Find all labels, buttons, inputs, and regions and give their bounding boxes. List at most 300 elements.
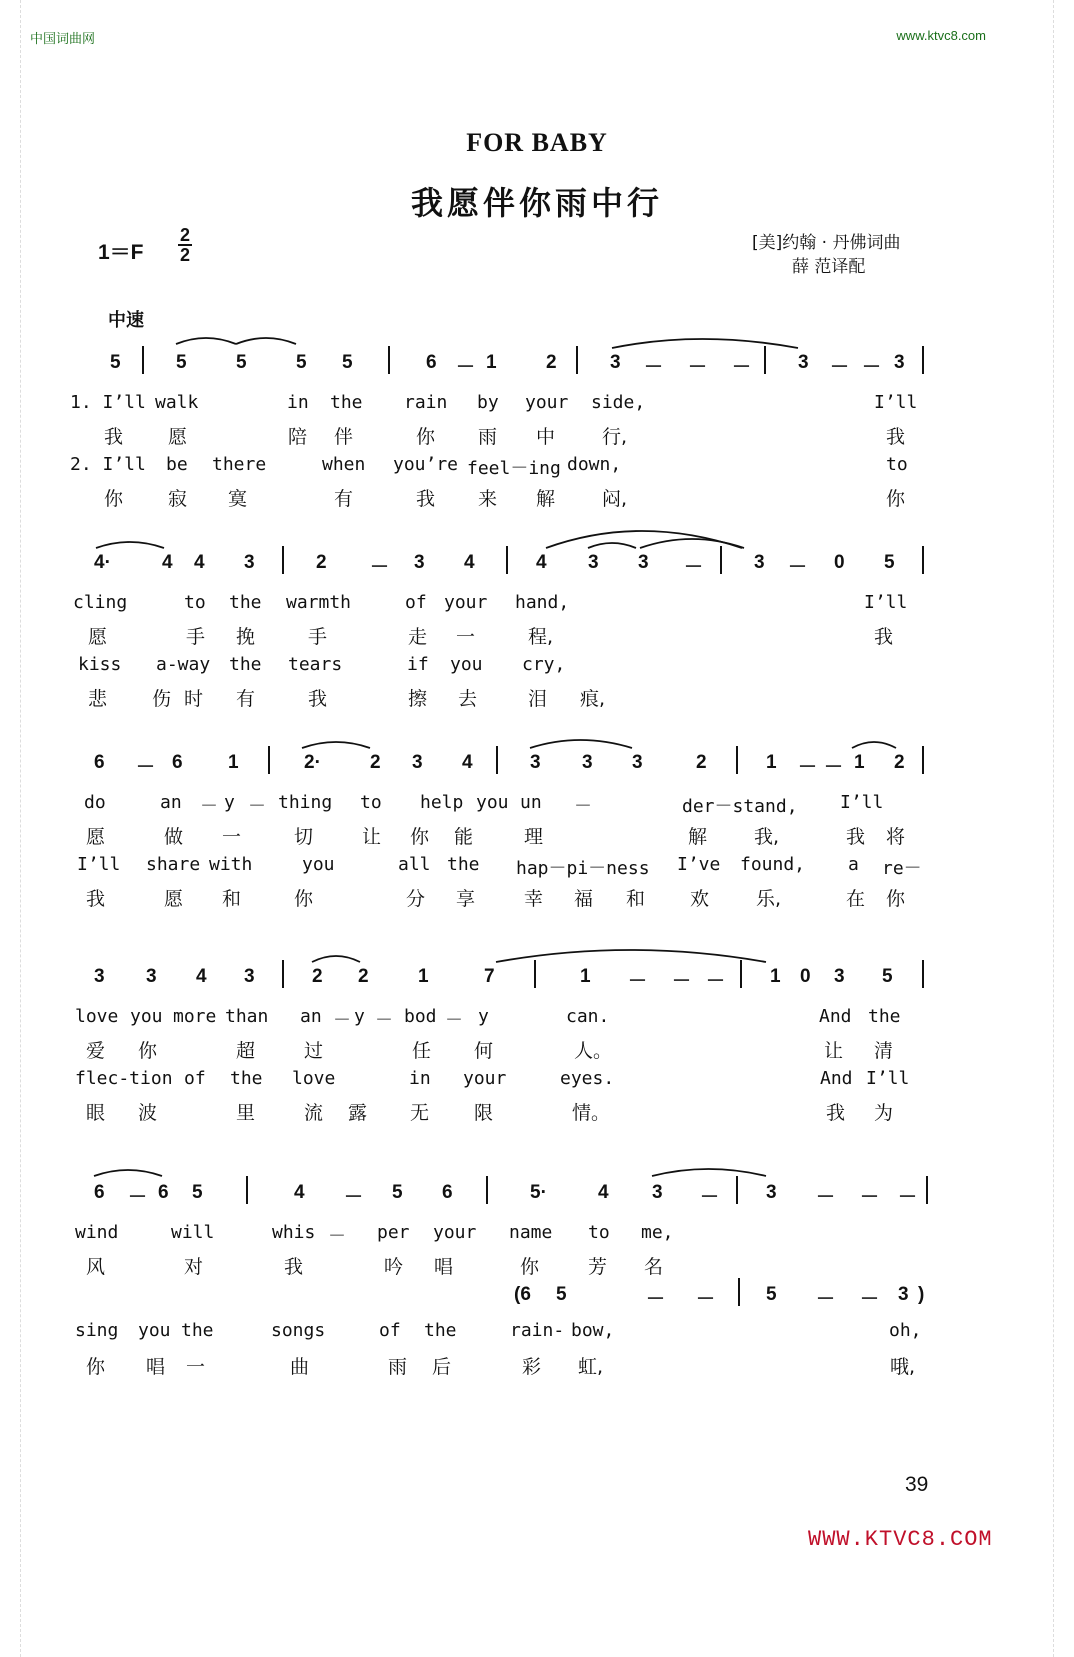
note: 4 — [294, 1182, 305, 1203]
note: － — [788, 557, 808, 578]
note: － — [456, 357, 476, 378]
lyric-word: cry, — [522, 654, 566, 675]
note: 3 — [412, 752, 423, 773]
site-url-right[interactable]: www.ktvc8.com — [896, 28, 986, 43]
lyric-word: 让 — [362, 826, 382, 848]
lyric-word: the — [181, 1320, 214, 1341]
lyric-word: 你 — [520, 1256, 540, 1278]
lyric-word: 你 — [886, 888, 906, 910]
lyric-word: 雨 — [388, 1356, 408, 1378]
note: － — [798, 757, 818, 778]
lyric-word: 芳 — [588, 1256, 608, 1278]
note: － — [898, 1187, 918, 1208]
credit-composer: [美]约翰 · 丹佛词曲 — [752, 233, 901, 253]
lyric-word: 流 — [304, 1102, 324, 1124]
note: 3 — [834, 966, 845, 987]
slur — [852, 742, 896, 748]
lyric-word: 行, — [602, 426, 628, 448]
lyric-word: in — [287, 392, 309, 413]
lyric-word: 你 — [886, 488, 906, 510]
note: 3 — [146, 966, 157, 987]
lyric-word: you — [138, 1320, 171, 1341]
lyric-word: 让 — [824, 1040, 844, 1062]
note: 5 — [236, 352, 247, 373]
lyric-word: 虹, — [578, 1356, 604, 1378]
lyric-word: 1. I’ll — [70, 392, 146, 413]
lyric-word: 分 — [406, 888, 426, 910]
footer-logo[interactable]: WWW.KTVC8.COM — [808, 1527, 993, 1552]
lyric-word: 唱 — [434, 1256, 454, 1278]
lyric-word: － — [328, 1226, 346, 1247]
note: 6 — [94, 1182, 105, 1203]
lyric-word: you — [130, 1006, 163, 1027]
note: 1 — [770, 966, 781, 987]
lyric-word: if — [407, 654, 429, 675]
lyric-word: 露 — [348, 1102, 368, 1124]
lyric-word: flec-tion — [75, 1068, 173, 1089]
note: 3 — [754, 552, 765, 573]
note: 3 — [588, 552, 599, 573]
lyric-word: I’ll — [864, 592, 908, 613]
lyric-word: than — [225, 1006, 269, 1027]
note: 3 — [94, 966, 105, 987]
lyric-word: cling — [73, 592, 128, 613]
note: 2 — [894, 752, 905, 773]
lyric-word: 理 — [524, 826, 544, 848]
lyric-word: 将 — [886, 826, 906, 848]
lyric-word: 福 — [574, 888, 594, 910]
lyric-word: 我 — [846, 826, 866, 848]
lyric-word: 我 — [308, 688, 328, 710]
note: 4 — [598, 1182, 609, 1203]
lyric-word: 为 — [874, 1102, 894, 1124]
note: (6 — [514, 1284, 531, 1305]
note: － — [646, 1289, 666, 1310]
lyric-word: 愿 — [168, 426, 188, 448]
lyric-word: sing — [75, 1320, 119, 1341]
note: － — [136, 757, 156, 778]
lyric-word: I’ll — [840, 792, 884, 813]
lyric-word: 彩 — [522, 1356, 542, 1378]
lyric-word: 中 — [536, 426, 556, 448]
note: 5 — [110, 352, 121, 373]
lyric-word: the — [330, 392, 363, 413]
lyric-word: to — [588, 1222, 610, 1243]
note: 6 — [442, 1182, 453, 1203]
lyric-word: 能 — [454, 826, 474, 848]
lyric-word: y — [478, 1006, 489, 1027]
slur — [302, 742, 370, 748]
lyric-word: 去 — [458, 688, 478, 710]
lyric-word: 我 — [104, 426, 124, 448]
note: 5 — [766, 1284, 777, 1305]
note: 4 — [462, 752, 473, 773]
slur — [176, 338, 236, 344]
lyric-word: 陪 — [288, 426, 308, 448]
lyric-word: when — [322, 454, 366, 475]
lyric-word: with — [209, 854, 253, 875]
note: 6 — [172, 752, 183, 773]
lyric-word: 有 — [334, 488, 354, 510]
lyric-word: wind — [75, 1222, 119, 1243]
note: 2· — [304, 752, 321, 773]
note: － — [816, 1187, 836, 1208]
lyric-word: y — [224, 792, 235, 813]
lyric-word: I’ll — [866, 1068, 910, 1089]
note: 2 — [696, 752, 707, 773]
note: － — [700, 1187, 720, 1208]
lyric-word: you — [476, 792, 509, 813]
lyric-word: share — [146, 854, 201, 875]
note: － — [816, 1289, 836, 1310]
lyric-word: 我 — [284, 1256, 304, 1278]
lyric-word: 悲 — [88, 688, 108, 710]
lyric-word: 我 — [886, 426, 906, 448]
note: － — [860, 1289, 880, 1310]
lyric-word: 痕, — [580, 688, 606, 710]
note: － — [824, 757, 844, 778]
lyric-word: a-way — [156, 654, 211, 675]
lyric-word: side, — [591, 392, 646, 413]
note: 3 — [610, 352, 621, 373]
note: 4· — [94, 552, 111, 573]
lyric-word: 解 — [536, 488, 556, 510]
lyric-word: 曲 — [290, 1356, 310, 1378]
lyric-word: per — [377, 1222, 410, 1243]
lyric-word: 我, — [754, 826, 780, 848]
lyric-word: 爱 — [86, 1040, 106, 1062]
slur — [312, 956, 360, 962]
slur — [612, 339, 798, 348]
lyric-word: thing — [278, 792, 333, 813]
lyric-word: un — [520, 792, 542, 813]
note: － — [684, 557, 704, 578]
note: 4 — [194, 552, 205, 573]
note: － — [644, 357, 664, 378]
note: 3 — [766, 1182, 777, 1203]
lyric-word: 我 — [826, 1102, 846, 1124]
note: 0 — [800, 966, 811, 987]
lyric-word: can. — [566, 1006, 610, 1027]
slur — [530, 740, 632, 748]
note: 0 — [834, 552, 845, 573]
lyric-word: love — [292, 1068, 336, 1089]
lyric-word: 闷, — [602, 488, 628, 510]
lyric-word: 你 — [416, 426, 436, 448]
lyric-word: of — [184, 1068, 206, 1089]
note: 2 — [316, 552, 327, 573]
lyric-word: the — [229, 592, 262, 613]
lyric-word: 手 — [308, 626, 328, 648]
note: － — [344, 1187, 364, 1208]
lyric-word: whis — [272, 1222, 316, 1243]
lyric-word: 幸 — [524, 888, 544, 910]
note: 3 — [582, 752, 593, 773]
lyric-word: I’ve — [677, 854, 721, 875]
lyric-word: 无 — [410, 1102, 430, 1124]
note: 4 — [464, 552, 475, 573]
song-title-english: FOR BABY — [466, 128, 608, 157]
lyric-word: rain — [404, 392, 448, 413]
lyric-word: 来 — [478, 488, 498, 510]
lyric-word: 唱 — [146, 1356, 166, 1378]
lyric-word: － — [248, 796, 266, 817]
lyric-word: name — [509, 1222, 553, 1243]
lyric-word: 做 — [164, 826, 184, 848]
lyric-word: 限 — [474, 1102, 494, 1124]
note: － — [696, 1289, 716, 1310]
note: 1 — [854, 752, 865, 773]
lyric-word: 雨 — [478, 426, 498, 448]
note: － — [672, 971, 692, 992]
lyric-word: 哦, — [890, 1356, 916, 1378]
slur — [652, 1169, 766, 1176]
note: 1 — [486, 352, 497, 373]
note: 6 — [426, 352, 437, 373]
lyric-word: eyes. — [560, 1068, 615, 1089]
note: 5 — [192, 1182, 203, 1203]
lyric-word: 走 — [408, 626, 428, 648]
lyric-word: down, — [567, 454, 622, 475]
note: 5· — [530, 1182, 547, 1203]
lyric-word: your — [444, 592, 488, 613]
time-signature-bottom: 2 — [179, 245, 190, 265]
note: 4 — [196, 966, 207, 987]
time-signature-top: 2 — [179, 225, 190, 245]
note: ) — [918, 1284, 925, 1305]
lyric-word: 一 — [186, 1356, 206, 1378]
lyric-word: 波 — [138, 1102, 158, 1124]
note: － — [732, 357, 752, 378]
note: 5 — [882, 966, 893, 987]
lyric-word: 时 — [184, 688, 204, 710]
lyric-word: I’ll — [874, 392, 918, 413]
lyric-word: 享 — [456, 888, 476, 910]
lyric-word: by — [477, 392, 499, 413]
note: － — [860, 1187, 880, 1208]
lyric-word: 过 — [304, 1040, 324, 1062]
lyric-word: I’ll — [77, 854, 121, 875]
lyric-word: 泪 — [528, 688, 548, 710]
lyric-word: 和 — [222, 888, 242, 910]
note: － — [830, 357, 850, 378]
slur — [640, 539, 744, 548]
lyric-word: 你 — [138, 1040, 158, 1062]
lyric-word: to — [360, 792, 382, 813]
lyric-word: 你 — [86, 1356, 106, 1378]
note: 2 — [358, 966, 369, 987]
lyric-word: 风 — [86, 1256, 106, 1278]
lyric-word: the — [229, 654, 262, 675]
lyric-word: me, — [641, 1222, 674, 1243]
lyric-word: － — [200, 796, 218, 817]
lyric-word: 后 — [432, 1356, 452, 1378]
lyric-word: 你 — [104, 488, 124, 510]
lyric-word: oh, — [889, 1320, 922, 1341]
note: 5 — [556, 1284, 567, 1305]
lyric-word: feel－ing — [467, 458, 561, 479]
note: 3 — [898, 1284, 909, 1305]
lyric-word: 伴 — [334, 426, 354, 448]
lyric-word: 寂 — [168, 488, 188, 510]
lyric-word: 乐, — [756, 888, 782, 910]
credit-translator: 薛 范译配 — [792, 257, 866, 277]
note: 3 — [652, 1182, 663, 1203]
lyric-word: songs — [271, 1320, 326, 1341]
lyric-word: in — [409, 1068, 431, 1089]
note: 2 — [370, 752, 381, 773]
lyric-word: － — [574, 796, 592, 817]
lyric-word: 任 — [412, 1040, 432, 1062]
lyric-word: And — [819, 1006, 852, 1027]
lyric-word: 解 — [688, 826, 708, 848]
lyric-word: 愿 — [86, 826, 106, 848]
note: － — [628, 971, 648, 992]
lyric-word: bod — [404, 1006, 437, 1027]
note: － — [862, 357, 882, 378]
note: － — [128, 1187, 148, 1208]
lyric-word: 对 — [184, 1256, 204, 1278]
lyric-word: 眼 — [86, 1102, 106, 1124]
lyric-word: 和 — [626, 888, 646, 910]
lyric-word: y — [354, 1006, 365, 1027]
lyric-word: 人。 — [574, 1040, 613, 1062]
lyric-word: all — [398, 854, 431, 875]
lyric-word: 愿 — [88, 626, 108, 648]
lyric-word: 吟 — [384, 1256, 404, 1278]
note: － — [688, 357, 708, 378]
lyric-word: the — [424, 1320, 457, 1341]
lyric-word: 有 — [236, 688, 256, 710]
lyric-word: 一 — [222, 826, 242, 848]
key-signature: 1＝F — [98, 241, 144, 264]
tempo-marking: 中速 — [108, 310, 144, 331]
note: 1 — [418, 966, 429, 987]
lyric-word: 你 — [410, 826, 430, 848]
lyric-word: 何 — [474, 1040, 494, 1062]
note: 3 — [530, 752, 541, 773]
lyric-word: 在 — [846, 888, 866, 910]
lyric-word: hand, — [515, 592, 570, 613]
lyric-word: 2. I’ll — [70, 454, 146, 475]
note: 4 — [162, 552, 173, 573]
lyric-word: 清 — [874, 1040, 894, 1062]
lyric-word: love — [75, 1006, 119, 1027]
lyric-word: － — [375, 1010, 393, 1031]
slur — [588, 543, 636, 548]
note: － — [370, 557, 390, 578]
lyric-word: － — [333, 1010, 351, 1031]
lyric-word: to — [184, 592, 206, 613]
note: 3 — [244, 966, 255, 987]
lyric-word: 欢 — [690, 888, 710, 910]
lyric-word: warmth — [286, 592, 352, 613]
lyric-word: walk — [155, 392, 199, 413]
site-name-left[interactable]: 中国词曲网 — [30, 32, 96, 47]
note: 5 — [342, 352, 353, 373]
lyric-word: 程, — [528, 626, 554, 648]
lyric-word: 伤 — [152, 688, 172, 710]
note: 1 — [580, 966, 591, 987]
lyric-word: 切 — [294, 826, 314, 848]
note: 2 — [546, 352, 557, 373]
slur — [94, 1170, 162, 1176]
lyric-word: more — [173, 1006, 217, 1027]
lyric-word: re－ — [882, 858, 922, 879]
lyric-word: rain- — [510, 1320, 565, 1341]
lyric-word: And — [820, 1068, 853, 1089]
lyric-word: 我 — [86, 888, 106, 910]
lyric-word: to — [886, 454, 908, 475]
note: 3 — [798, 352, 809, 373]
note: 7 — [484, 966, 495, 987]
lyric-word: 愿 — [164, 888, 184, 910]
lyric-word: 你 — [294, 888, 314, 910]
lyric-word: do — [84, 792, 106, 813]
slur — [496, 950, 766, 962]
note: 1 — [766, 752, 777, 773]
lyric-word: help — [420, 792, 464, 813]
lyric-word: kiss — [78, 654, 122, 675]
lyric-word: you — [302, 854, 335, 875]
slur — [236, 338, 296, 344]
note: 3 — [632, 752, 643, 773]
note: 5 — [176, 352, 187, 373]
note: 3 — [894, 352, 905, 373]
lyric-word: 一 — [456, 626, 476, 648]
note: 6 — [94, 752, 105, 773]
note: 2 — [312, 966, 323, 987]
note: 6 — [158, 1182, 169, 1203]
lyric-word: 寞 — [228, 488, 248, 510]
lyric-word: 超 — [236, 1040, 256, 1062]
lyric-word: bow, — [571, 1320, 615, 1341]
lyric-word: 我 — [416, 488, 436, 510]
lyric-word: hap－pi－ness — [516, 858, 650, 879]
note: － — [706, 971, 726, 992]
note: 5 — [296, 352, 307, 373]
lyric-word: your — [525, 392, 569, 413]
lyric-word: 挽 — [236, 626, 256, 648]
lyric-word: the — [447, 854, 480, 875]
lyric-word: der－stand, — [682, 796, 798, 817]
lyric-word: of — [405, 592, 427, 613]
lyric-word: 擦 — [408, 688, 428, 710]
lyric-word: 名 — [644, 1256, 664, 1278]
note: 4 — [536, 552, 547, 573]
lyric-word: 手 — [186, 626, 206, 648]
slur — [96, 542, 164, 548]
lyric-word: will — [171, 1222, 215, 1243]
note: 3 — [414, 552, 425, 573]
lyric-word: the — [230, 1068, 263, 1089]
song-title-chinese: 我愿伴你雨中行 — [410, 184, 663, 222]
lyric-word: a — [848, 854, 859, 875]
lyric-word: 里 — [236, 1102, 256, 1124]
page-number: 39 — [905, 1473, 929, 1496]
note: 1 — [228, 752, 239, 773]
lyric-word: your — [463, 1068, 507, 1089]
lyric-word: there — [212, 454, 267, 475]
note: 3 — [244, 552, 255, 573]
lyric-word: the — [868, 1006, 901, 1027]
lyric-word: 我 — [874, 626, 894, 648]
lyric-word: － — [445, 1010, 463, 1031]
lyric-word: an — [300, 1006, 322, 1027]
lyric-word: of — [379, 1320, 401, 1341]
lyric-word: your — [433, 1222, 477, 1243]
note: 5 — [392, 1182, 403, 1203]
